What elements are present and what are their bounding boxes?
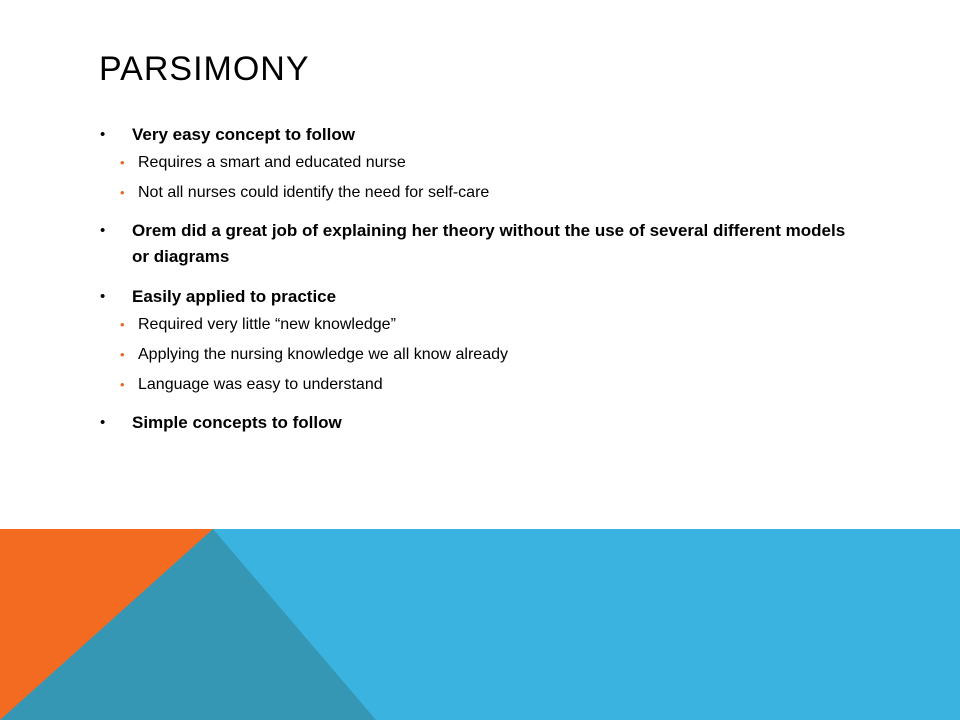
sub-bullet-text: Required very little “new knowledge” <box>138 316 396 333</box>
bullet-item <box>100 410 852 436</box>
sub-bullet-item <box>120 374 838 396</box>
sub-bullet-item <box>120 344 838 366</box>
bullet-item <box>100 122 852 148</box>
slide-title: PARSIMONY <box>99 50 310 88</box>
bullet-text: Simple concepts to follow <box>132 413 342 432</box>
bullet-list <box>0 122 960 436</box>
bullet-item <box>100 284 852 310</box>
sub-bullet-dot-icon: • <box>120 155 125 170</box>
sub-bullet-dot-icon: • <box>120 317 125 332</box>
sub-bullet-text: Applying the nursing knowledge we all know already <box>138 346 508 363</box>
sub-bullet-text: Language was easy to understand <box>138 376 383 393</box>
bullet-text: Easily applied to practice <box>132 287 337 306</box>
bullet-item <box>100 218 852 270</box>
bullet-dot-icon: • <box>100 126 106 143</box>
sub-bullet-item <box>120 314 838 336</box>
sub-bullet-dot-icon: • <box>120 377 125 392</box>
sub-bullet-text: Requires a smart and educated nurse <box>138 154 406 171</box>
sub-bullet-item <box>120 182 838 204</box>
sub-bullet-dot-icon: • <box>120 185 125 200</box>
footer-decoration <box>0 529 960 720</box>
sub-bullet-text: Not all nurses could identify the need for self-care <box>138 184 490 201</box>
sub-bullet-dot-icon: • <box>120 347 125 362</box>
bullet-dot-icon: • <box>100 222 106 239</box>
sub-bullet-item <box>120 152 838 174</box>
bullet-dot-icon: • <box>100 414 106 431</box>
bullet-text: Orem did a great job of explaining her theory without the use of several different models or diagrams <box>132 221 846 266</box>
bullet-text: Very easy concept to follow <box>132 125 355 144</box>
bullet-dot-icon: • <box>100 288 106 305</box>
